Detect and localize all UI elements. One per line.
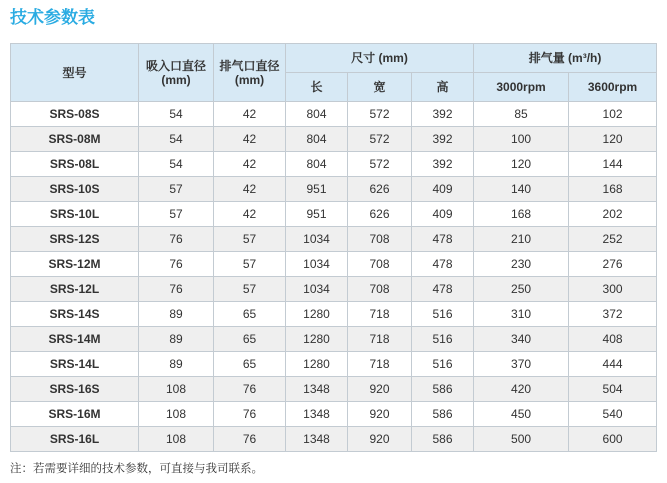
cell-height: 409 [412, 202, 474, 227]
cell-height: 392 [412, 102, 474, 127]
col-header-width: 宽 [348, 73, 412, 102]
cell-exhaust-diameter: 42 [214, 102, 286, 127]
cell-rpm3600: 144 [569, 152, 657, 177]
col-header-exhaust-unit: (mm) [234, 72, 265, 87]
cell-suction-diameter: 89 [139, 352, 214, 377]
table-row [11, 302, 657, 327]
col-header-dimensions-group: 尺寸 (mm) [286, 44, 474, 73]
cell-width: 626 [348, 177, 412, 202]
cell-suction-diameter: 108 [139, 402, 214, 427]
cell-rpm3000: 140 [474, 177, 569, 202]
cell-suction-diameter: 108 [139, 377, 214, 402]
cell-length: 1280 [286, 302, 348, 327]
cell-length: 1280 [286, 352, 348, 377]
table-row [11, 277, 657, 302]
table-row [11, 377, 657, 402]
cell-model: SRS-12L [11, 277, 139, 302]
cell-exhaust-diameter: 42 [214, 127, 286, 152]
cell-rpm3600: 102 [569, 102, 657, 127]
table-row [11, 127, 657, 152]
cell-exhaust-diameter: 42 [214, 152, 286, 177]
cell-model: SRS-12M [11, 252, 139, 277]
cell-model: SRS-08M [11, 127, 139, 152]
cell-rpm3600: 600 [569, 427, 657, 452]
cell-suction-diameter: 108 [139, 427, 214, 452]
cell-width: 572 [348, 152, 412, 177]
spec-table [10, 43, 657, 452]
cell-suction-diameter: 54 [139, 127, 214, 152]
cell-length: 1034 [286, 252, 348, 277]
cell-length: 1348 [286, 427, 348, 452]
cell-exhaust-diameter: 76 [214, 427, 286, 452]
table-body [11, 102, 657, 452]
table-header [11, 44, 657, 102]
cell-exhaust-diameter: 42 [214, 202, 286, 227]
cell-rpm3000: 168 [474, 202, 569, 227]
cell-length: 1034 [286, 277, 348, 302]
cell-length: 1348 [286, 402, 348, 427]
col-header-exhaust-label: 排气口直径 [219, 58, 280, 73]
cell-rpm3000: 120 [474, 152, 569, 177]
cell-exhaust-diameter: 65 [214, 352, 286, 377]
cell-width: 920 [348, 377, 412, 402]
cell-height: 586 [412, 377, 474, 402]
page-title: 技术参数表 [10, 8, 95, 27]
cell-rpm3600: 540 [569, 402, 657, 427]
cell-rpm3600: 300 [569, 277, 657, 302]
cell-rpm3000: 340 [474, 327, 569, 352]
cell-rpm3000: 210 [474, 227, 569, 252]
cell-rpm3600: 372 [569, 302, 657, 327]
table-row [11, 227, 657, 252]
cell-model: SRS-14M [11, 327, 139, 352]
cell-rpm3000: 420 [474, 377, 569, 402]
cell-width: 920 [348, 427, 412, 452]
cell-suction-diameter: 57 [139, 202, 214, 227]
cell-rpm3600: 168 [569, 177, 657, 202]
cell-height: 409 [412, 177, 474, 202]
col-header-rpm3000: 3000rpm [474, 73, 569, 102]
table-row [11, 427, 657, 452]
header-row-groups [11, 44, 657, 73]
col-header-rpm3600: 3600rpm [569, 73, 657, 102]
cell-length: 1034 [286, 227, 348, 252]
cell-model: SRS-08S [11, 102, 139, 127]
cell-exhaust-diameter: 65 [214, 302, 286, 327]
cell-width: 572 [348, 102, 412, 127]
cell-length: 804 [286, 152, 348, 177]
col-header-length: 长 [286, 73, 348, 102]
table-row [11, 252, 657, 277]
cell-rpm3600: 276 [569, 252, 657, 277]
cell-suction-diameter: 76 [139, 252, 214, 277]
cell-rpm3600: 504 [569, 377, 657, 402]
table-row [11, 177, 657, 202]
cell-length: 951 [286, 202, 348, 227]
cell-suction-diameter: 89 [139, 302, 214, 327]
cell-width: 708 [348, 227, 412, 252]
col-header-suction-label: 吸入口直径 [145, 58, 206, 73]
col-header-suction-diameter [139, 44, 214, 102]
cell-height: 478 [412, 227, 474, 252]
cell-rpm3000: 500 [474, 427, 569, 452]
table-row [11, 102, 657, 127]
cell-rpm3600: 202 [569, 202, 657, 227]
cell-suction-diameter: 54 [139, 152, 214, 177]
cell-suction-diameter: 76 [139, 277, 214, 302]
cell-length: 804 [286, 102, 348, 127]
cell-exhaust-diameter: 76 [214, 402, 286, 427]
cell-suction-diameter: 54 [139, 102, 214, 127]
cell-model: SRS-16M [11, 402, 139, 427]
col-header-exhaust-diameter [214, 44, 286, 102]
col-header-height: 高 [412, 73, 474, 102]
table-row [11, 202, 657, 227]
table-row [11, 327, 657, 352]
cell-rpm3000: 250 [474, 277, 569, 302]
table-row [11, 352, 657, 377]
cell-rpm3600: 444 [569, 352, 657, 377]
cell-exhaust-diameter: 57 [214, 277, 286, 302]
cell-rpm3600: 120 [569, 127, 657, 152]
cell-model: SRS-14L [11, 352, 139, 377]
cell-length: 1280 [286, 327, 348, 352]
col-header-suction-unit: (mm) [161, 72, 191, 87]
cell-model: SRS-10L [11, 202, 139, 227]
cell-suction-diameter: 57 [139, 177, 214, 202]
cell-width: 920 [348, 402, 412, 427]
cell-length: 804 [286, 127, 348, 152]
cell-height: 478 [412, 252, 474, 277]
cell-exhaust-diameter: 42 [214, 177, 286, 202]
cell-exhaust-diameter: 65 [214, 327, 286, 352]
cell-width: 718 [348, 302, 412, 327]
cell-rpm3000: 370 [474, 352, 569, 377]
cell-suction-diameter: 76 [139, 227, 214, 252]
cell-rpm3000: 85 [474, 102, 569, 127]
cell-height: 392 [412, 127, 474, 152]
cell-model: SRS-12S [11, 227, 139, 252]
cell-length: 1348 [286, 377, 348, 402]
cell-model: SRS-16S [11, 377, 139, 402]
cell-height: 392 [412, 152, 474, 177]
cell-height: 516 [412, 352, 474, 377]
cell-exhaust-diameter: 57 [214, 252, 286, 277]
col-header-model: 型号 [11, 44, 139, 102]
cell-length: 951 [286, 177, 348, 202]
table-row [11, 152, 657, 177]
cell-suction-diameter: 89 [139, 327, 214, 352]
cell-rpm3000: 230 [474, 252, 569, 277]
cell-rpm3000: 450 [474, 402, 569, 427]
cell-model: SRS-16L [11, 427, 139, 452]
cell-width: 708 [348, 277, 412, 302]
cell-rpm3600: 408 [569, 327, 657, 352]
cell-rpm3000: 100 [474, 127, 569, 152]
cell-width: 718 [348, 327, 412, 352]
cell-model: SRS-08L [11, 152, 139, 177]
cell-width: 718 [348, 352, 412, 377]
footnote: 注：若需要详细的技术参数，可直接与我司联系。 [10, 463, 263, 475]
cell-rpm3000: 310 [474, 302, 569, 327]
cell-exhaust-diameter: 57 [214, 227, 286, 252]
cell-width: 572 [348, 127, 412, 152]
cell-height: 586 [412, 402, 474, 427]
table-row [11, 402, 657, 427]
cell-height: 478 [412, 277, 474, 302]
cell-model: SRS-10S [11, 177, 139, 202]
cell-rpm3600: 252 [569, 227, 657, 252]
cell-height: 586 [412, 427, 474, 452]
cell-exhaust-diameter: 76 [214, 377, 286, 402]
cell-width: 708 [348, 252, 412, 277]
cell-width: 626 [348, 202, 412, 227]
cell-model: SRS-14S [11, 302, 139, 327]
col-header-displacement-group: 排气量 (m³/h) [474, 44, 657, 73]
cell-height: 516 [412, 327, 474, 352]
cell-height: 516 [412, 302, 474, 327]
